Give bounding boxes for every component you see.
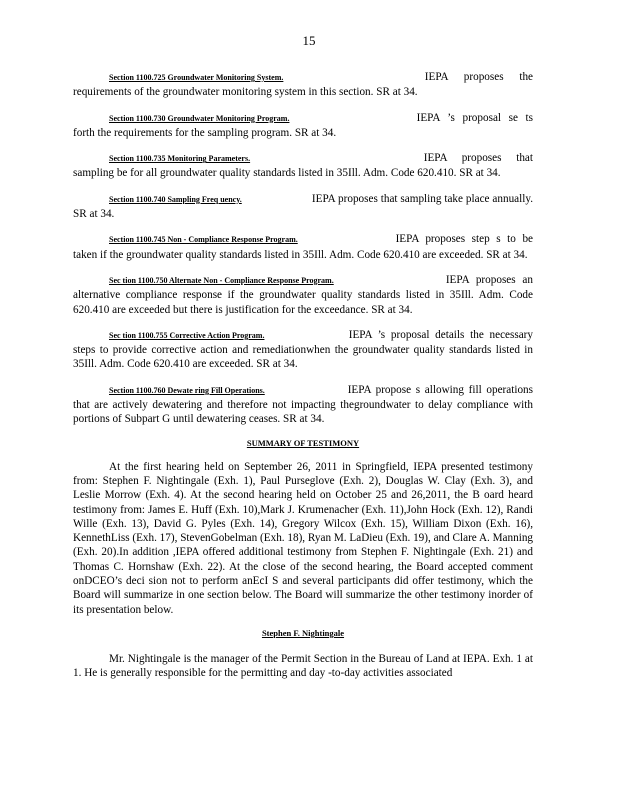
section-text: IEPA ’s proposal details the necessary steps to provide corrective action and remediationwhen the groundwater quality standards listed in 35Ill. Adm. Code 620.410 are exceeded. SR at 34.	[73, 328, 534, 371]
section-1100-730	[73, 111, 533, 141]
document-body	[73, 70, 533, 692]
section-heading: Sec tion 1100.755 Corrective Action Program.	[109, 330, 265, 340]
section-1100-735	[73, 151, 533, 181]
section-heading: Section 1100.735 Monitoring Parameters.	[109, 154, 251, 164]
section-text: IEPA proposes an alternative compliance response if the groundwater quality standards listed in 35Ill. Adm. Code 620.410 are exceeded but there is justification for the exceedance. SR at 34.	[73, 273, 533, 316]
section-text: IEPA propose s allowing fill operations that are actively dewatering and therefore not impacting thegroundwater to delay compliance with portions of Subpart G until dewatering ceases. SR at 34.	[73, 383, 533, 426]
section-1100-745	[73, 232, 533, 262]
summary-paragraph: At the first hearing held on September 26, 2011 in Springfield, IEPA presented testimony from: Stephen F. Nightingale (Exh. 1), Paul Purseglove (Exh. 2), Douglas W. Clay (Exh. 3), and Leslie Morrow (Exh. 4). At the second hearing held on October 25 and 26,2011, the B oard heard testimony from: James E. Huff (Exh. 10),Mark J. Krumenacher (Exh. 11),John Hock (Exh. 12), Randi Wille (Exh. 13), David G. Pyles (Exh. 14), Gregory Wilcox (Exh. 15), William Dixon (Exh. 16), KennethLiss (Exh. 17), StevenGobelman (Exh. 18), Ryan M. LaDieu (Exh. 19), and Clare A. Manning (Exh. 20).In addition ,IEPA offered additional testimony from Stephen F. Nightingale (Exh. 21) and Thomas C. Hornshaw (Exh. 22). At the close of the second hearing, the Board accepted comment onDCEO’s deci sion not to perform anEcI S and several participants did offer testimony, which the Board will summarize in one section below. The Board will summarize the other testimony inorder of its presentation below.	[73, 460, 534, 616]
section-text: IEPA proposes that sampling be for all groundwater quality standards listed in 35Ill. Adm. Code 620.410. SR at 34.	[73, 152, 534, 180]
section-text: IEPA ’s proposal se ts forth the requirements for the sampling program. SR at 34.	[73, 111, 533, 139]
section-heading: Section 1100.745 Non - Compliance Response Program.	[109, 235, 298, 245]
section-1100-740	[73, 192, 533, 222]
section-heading: Section 1100.730 Groundwater Monitoring Program.	[109, 113, 290, 123]
section-1100-755	[73, 328, 533, 372]
page-number: 15	[302, 33, 316, 48]
section-heading: Section 1100.760 Dewate ring Fill Operations.	[109, 385, 265, 395]
summary-heading: SUMMARY OF TESTIMONY	[246, 437, 360, 448]
section-heading: Section 1100.740 Sampling Freq uency.	[109, 194, 242, 204]
section-heading: Section 1100.725 Groundwater Monitoring System.	[109, 73, 284, 82]
nightingale-heading: Stephen F. Nightingale	[261, 627, 345, 638]
section-heading: Sec tion 1100.750 Alternate Non - Compliance Response Program.	[109, 275, 334, 285]
nightingale-paragraph: Mr. Nightingale is the manager of the Permit Section in the Bureau of Land at IEPA. Exh. 1 at 1. He is generally responsible for the permitting and day -to-day activities associated	[73, 652, 533, 680]
section-1100-750	[73, 273, 533, 317]
section-text: IEPA proposes the requirements of the groundwater monitoring system in this section. SR at 34.	[73, 71, 533, 99]
section-1100-725	[73, 70, 533, 100]
section-text: IEPA proposes step s to be taken if the groundwater quality standards listed in 35Ill. Adm. Code 620.410 are exceeded. SR at 34.	[73, 233, 533, 261]
section-1100-760	[73, 383, 533, 427]
section-text: IEPA proposes that sampling take place annually. SR at 34.	[73, 192, 534, 221]
